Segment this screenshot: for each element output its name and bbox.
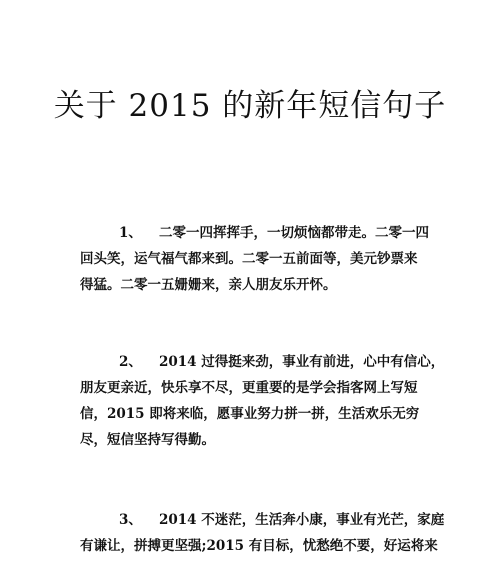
paragraph-line bbox=[80, 220, 450, 246]
paragraph-1 bbox=[80, 220, 450, 298]
document-title: 关于 2015 的新年短信句子 bbox=[53, 88, 447, 124]
paragraph-line bbox=[80, 349, 450, 375]
paragraph-3 bbox=[80, 507, 450, 559]
paragraph-line bbox=[80, 507, 450, 533]
paragraph-line: 回头笑，运气福气都来到。二零一五前面等，美元钞票来 bbox=[80, 251, 418, 267]
paragraph-line: 尽，短信坚持写得勤。 bbox=[80, 432, 215, 448]
paragraph-line: 朋友更亲近，快乐享不尽，更重要的是学会指客网上写短 bbox=[80, 380, 418, 396]
paragraph-number: 3、 bbox=[119, 512, 142, 528]
paragraph-text: 2014 不迷茫，生活奔小康，事业有光芒，家庭 bbox=[159, 512, 445, 528]
paragraph-line: 有谦让，拼搏更坚强;2015 有目标，忧愁绝不要，好运将来 bbox=[80, 538, 438, 554]
paragraph-text: 二零一四挥挥手，一切烦恼都带走。二零一四 bbox=[159, 225, 429, 241]
paragraph-text: 2014 过得挺来劲，事业有前进，心中有信心， bbox=[159, 354, 445, 370]
paragraph-number: 2、 bbox=[119, 354, 142, 370]
paragraph-2 bbox=[80, 349, 450, 453]
paragraph-line: 得猛。二零一五姗姗来，亲人朋友乐开怀。 bbox=[80, 277, 337, 293]
paragraph-number: 1、 bbox=[119, 225, 142, 241]
paragraph-line: 信，2015 即将来临，愿事业努力拼一拼，生活欢乐无穷 bbox=[80, 406, 420, 422]
